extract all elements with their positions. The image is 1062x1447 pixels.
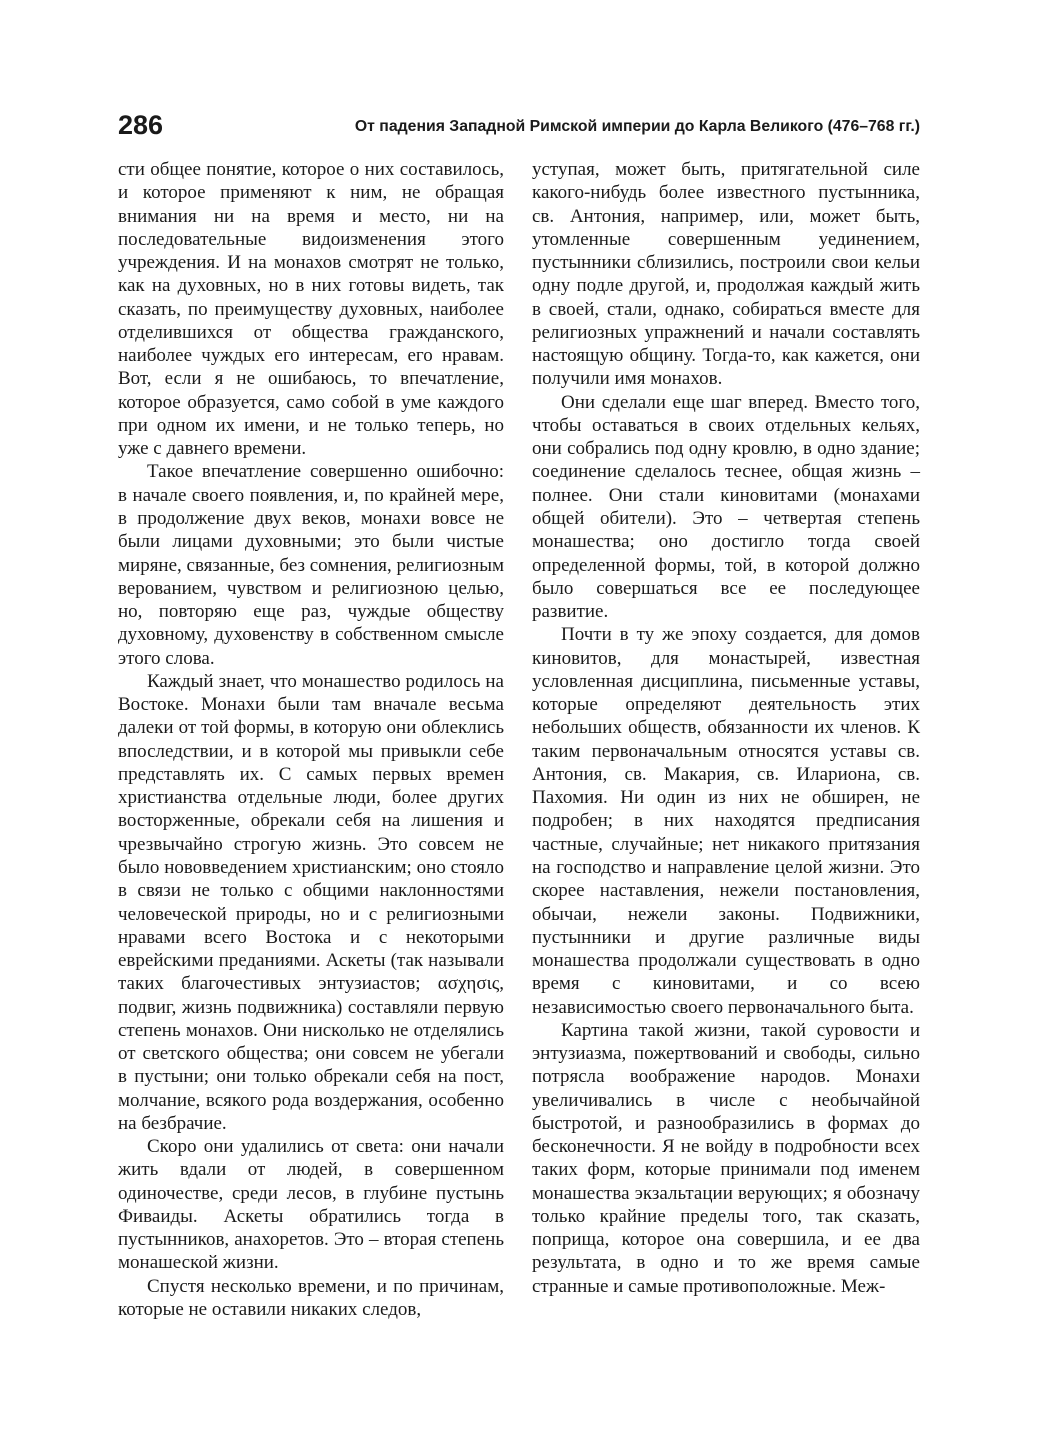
- paragraph: Картина такой жизни, такой суровости и энтузиазма, пожертвований и свободы, сильно потрясла воображение народов. Монахи увеличивались в числе с необычайной быстротой, и разнообразились в формах до бесконечности. Я не войду в подробности всех таких форм, которые принимали под именем монашества экзальтации верующих; я обозначу только крайние пределы того, так сказать, поприща, которое она совершила, и ее два результата, в одно и то же время самые странные и самые противоположные. Меж-: [532, 1019, 920, 1297]
- paragraph: уступая, может быть, притягательной силе какого-нибудь более известного пустынника, св. Антония, например, или, может быть, утомленные совершенным уединением, пустынники сблизились, построили свои кельи одну подле другой, и, продолжая каждый жить в своей, стали, однако, собираться вместе для религиозных упражнений и начали составлять настоящую общину. Тогда-то, как кажется, они получили имя монахов.: [532, 159, 920, 390]
- running-title: От падения Западной Римской империи до Карла Великого (476–768 гг.): [354, 118, 920, 135]
- paragraph: Спустя несколько времени, и по причинам, которые не оставили никаких следов,: [118, 1275, 504, 1321]
- right-column: [532, 158, 920, 1298]
- paragraph: Почти в ту же эпоху создается, для домов киновитов, для монастырей, известная условленная дисциплина, письменные уставы, которые определяют деятельность этих небольших обществ, обязанности их членов. К таким первоначальным относятся уставы св. Антония, св. Макария, св. Илариона, св. Пахомия. Ни один из них не обширен, не подробен; в них находятся предписания частные, случайные; нет никакого притязания на господство и направление целой жизни. Это скорее наставления, нежели постановления, обычаи, нежели законы. Подвижники, пустынники и другие различные виды монашества продолжали существовать в одно время с киновитами, и со всею независимостью своего первоначального быта.: [532, 624, 920, 1018]
- paragraph: Такое впечатление совершенно ошибочно: в начале своего появления, и, по крайней мере, в продолжение двух веков, монахи вовсе не были лицами духовными; это были чистые миряне, связанные, без сомнения, религиозным верованием, чувством и религиозною целью, но, повторяю еще раз, чуждые обществу духовному, духовенству в собственном смысле этого слова.: [118, 461, 505, 669]
- paragraph: Каждый знает, что монашество родилось на Востоке. Монахи были там вначале весьма далеки от той формы, в которую они облеклись впоследствии, и в которой мы привыкли себе представлять их. С самых первых времен христианства отдельные люди, более других восторженные, обрекали себя на лишения и чрезвычайно строгую жизнь. Это совсем не было нововведением христианским; оно стояло в связи не только с общими наклонностями человеческой природы, но и с религиозными нравами всего Востока и с некоторыми еврейскими преданиями. Аскеты (так называли таких благочестивых энтузиастов; ασχησις, подвиг, жизнь подвижника) составляли первую степень монахов. Они нисколько не отделялись от светского общества; они совсем не убегали в пустыни; они только обрекали себя на пост, молчание, всякого рода воздержания, особенно на безбрачие.: [118, 670, 504, 1134]
- left-column: [118, 158, 504, 1321]
- paragraph: сти общее понятие, которое о них составилось, и которое применяют к ним, не обращая внимания ни на время и место, ни на последовательные видоизменения этого учреждения. И на монахов смотрят не только, как на духовных, но в них готовы видеть, так сказать, по преимуществу духовных, наиболее отделившихся от общества гражданского, наиболее чуждых его интересам, его нравам. Вот, если я не ошибаюсь, то впечатление, которое образуется, само собой в уме каждого при одном их имени, и не только теперь, но уже с давнего времени.: [118, 159, 504, 460]
- paragraph: Скоро они удалились от света: они начали жить вдали от людей, в совершенном одиночестве, среди лесов, в глубине пустынь Фиваиды. Аскеты обратились тогда в пустынников, анахоретов. Это – вторая степень монашеской жизни.: [118, 1136, 504, 1274]
- page-number: 286: [118, 110, 164, 140]
- paragraph: Они сделали еще шаг вперед. Вместо того, чтобы оставаться в своих отдельных кельях, они собрались под одну кровлю, в одно здание; соединение сделалось теснее, общая жизнь – полнее. Они стали киновитами (монахами общей обители). Это – четвертая степень монашества; оно достигло тогда своей определенной формы, той, в которой должно было совершаться все ее последующее развитие.: [532, 391, 920, 623]
